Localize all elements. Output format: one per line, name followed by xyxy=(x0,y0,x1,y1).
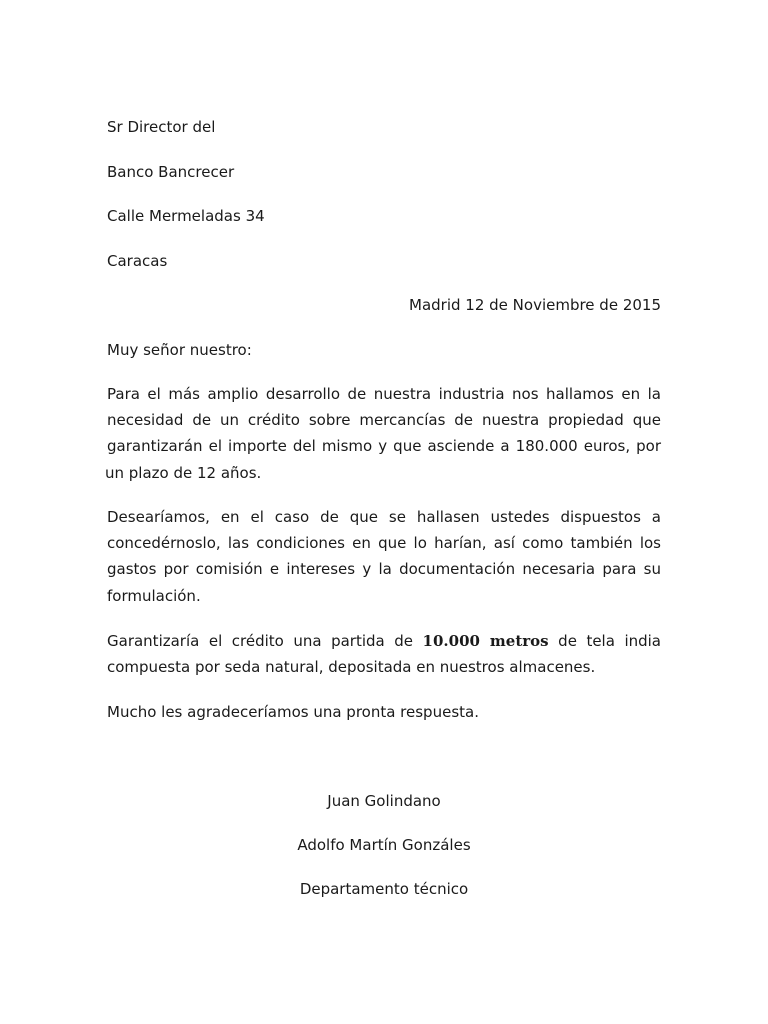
paragraph-line: Para el más amplio desarrollo de nuestra industria nos hallamos en la xyxy=(107,385,661,403)
paragraph-line: Desearíamos, en el caso de que se hallasen ustedes dispuestos a xyxy=(107,508,661,526)
recipient-street: Calle Mermeladas 34 xyxy=(107,207,265,225)
guarantee-text-before: Garantizaría el crédito una partida de xyxy=(107,632,414,650)
paragraph-line: un plazo de 12 años. xyxy=(105,463,262,482)
paragraph-line: compuesta por seda natural, depositada en nuestros almacenes. xyxy=(107,658,596,677)
recipient-city: Caracas xyxy=(107,252,168,270)
salutation: Muy señor nuestro: xyxy=(107,341,252,359)
signature-name-2: Adolfo Martín Gonzáles xyxy=(297,836,471,854)
guarantee-quantity: 10.000 metros xyxy=(422,632,549,650)
paragraph-line: gastos por comisión e intereses y la documentación necesaria para su xyxy=(107,560,661,579)
paragraph-credit-request xyxy=(107,381,661,486)
date-line: Madrid 12 de Noviembre de 2015 xyxy=(409,296,661,314)
paragraph-line: formulación. xyxy=(107,586,201,605)
guarantee-text-after: de tela india xyxy=(558,632,661,650)
signature-department: Departamento técnico xyxy=(299,880,469,898)
paragraph-guarantee xyxy=(107,628,661,680)
paragraph-conditions xyxy=(107,504,661,609)
paragraph-line: garantizarán el importe del mismo y que asciende a 180.000 euros, por xyxy=(107,437,661,456)
paragraph-line: concedérnoslo, las condiciones en que lo harían, así como también los xyxy=(107,534,661,553)
closing-line: Mucho les agradeceríamos una pronta respuesta. xyxy=(107,703,479,721)
recipient-bank: Banco Bancrecer xyxy=(107,163,235,181)
recipient-title: Sr Director del xyxy=(107,118,216,136)
paragraph-line xyxy=(107,628,661,654)
paragraph-line: necesidad de un crédito sobre mercancías de nuestra propiedad que xyxy=(107,411,661,430)
signature-name-1: Juan Golindano xyxy=(327,792,441,810)
